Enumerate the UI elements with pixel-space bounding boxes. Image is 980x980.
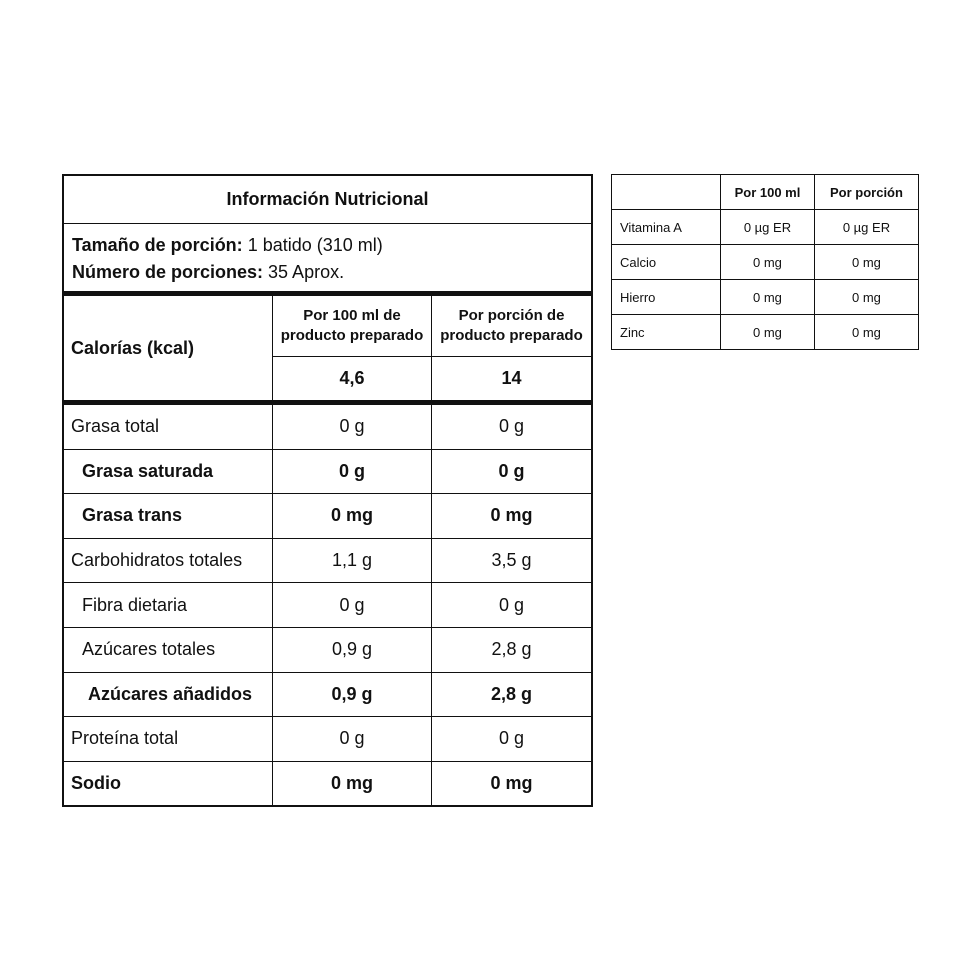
- nutrient-per-portion: 2,8 g: [490, 683, 533, 704]
- table-row: [64, 717, 591, 762]
- nutrient-name: Fibra dietaria: [64, 583, 273, 627]
- mineral-per-100ml: 0 µg ER: [721, 210, 815, 245]
- servings-count: Número de porciones: 35 Aprox.: [72, 262, 345, 282]
- nutrient-per-100ml: 0 g: [273, 583, 432, 627]
- nutrient-per-100ml: 0,9 g: [273, 673, 432, 717]
- mineral-per-portion: 0 mg: [814, 315, 918, 350]
- mineral-per-100ml: 0 mg: [721, 315, 815, 350]
- nutrient-name: Carbohidratos totales: [64, 539, 273, 583]
- nutrient-per-portion: 0 mg: [490, 505, 533, 526]
- mineral-name: Zinc: [612, 315, 721, 350]
- table-row: [612, 210, 919, 245]
- table-row: [612, 245, 919, 280]
- mineral-per-100ml: 0 mg: [721, 280, 815, 315]
- table-row: [64, 539, 591, 584]
- mineral-per-portion: 0 µg ER: [814, 210, 918, 245]
- table-row: [612, 315, 919, 350]
- table-row: [64, 494, 591, 539]
- nutrient-name: Proteína total: [64, 717, 273, 761]
- nutrient-name: Azúcares totales: [64, 628, 273, 672]
- nutrient-per-100ml: 0 mg: [273, 762, 432, 806]
- column-header-per-portion: Por porción: [814, 175, 918, 210]
- nutrient-name: Sodio: [64, 762, 273, 806]
- mineral-per-portion: 0 mg: [814, 245, 918, 280]
- nutrient-per-portion: 2,8 g: [491, 639, 532, 660]
- table-row: [64, 450, 591, 495]
- table-row: [64, 583, 591, 628]
- nutrient-per-100ml: 0 g: [273, 405, 432, 449]
- table-header-row: [612, 175, 919, 210]
- nutrient-per-100ml: 0 g: [273, 450, 432, 494]
- table-title: Información Nutricional: [64, 176, 591, 224]
- mineral-per-portion: 0 mg: [814, 280, 918, 315]
- mineral-name: Vitamina A: [612, 210, 721, 245]
- table-row: [64, 762, 591, 806]
- mineral-name: Hierro: [612, 280, 721, 315]
- nutrient-name: Azúcares añadidos: [64, 673, 273, 717]
- column-header-per-portion: Por porción de producto preparado: [432, 296, 591, 357]
- table-row: [612, 280, 919, 315]
- vitamins-minerals-table: [611, 174, 919, 350]
- table-row: [64, 405, 591, 450]
- nutrient-name: Grasa total: [64, 405, 273, 449]
- nutrient-per-100ml: 1,1 g: [273, 539, 432, 583]
- calories-per-100ml: 4,6: [273, 357, 432, 400]
- nutrient-name: Grasa trans: [64, 494, 273, 538]
- nutrient-per-portion: 0 mg: [490, 773, 533, 794]
- nutrient-per-100ml: 0 g: [273, 717, 432, 761]
- header-empty-cell: [612, 175, 721, 210]
- nutrient-per-portion: 0 g: [498, 594, 525, 615]
- nutrient-name: Grasa saturada: [64, 450, 273, 494]
- nutrient-per-portion: 0 g: [498, 416, 525, 437]
- nutrition-facts-table: [62, 174, 593, 807]
- column-header-per-100ml: Por 100 ml de producto preparado: [273, 296, 432, 357]
- nutrient-per-portion: 0 g: [498, 460, 525, 481]
- calories-per-portion: 14: [501, 368, 522, 388]
- nutrient-per-portion: 0 g: [498, 728, 525, 749]
- serving-size: Tamaño de porción: 1 batido (310 ml): [72, 235, 383, 255]
- mineral-name: Calcio: [612, 245, 721, 280]
- nutrient-per-100ml: 0 mg: [273, 494, 432, 538]
- calories-section: [64, 296, 591, 405]
- serving-info: [64, 224, 591, 296]
- column-header-per-100ml: Por 100 ml: [721, 175, 815, 210]
- nutrient-rows: [64, 405, 591, 805]
- table-row: [64, 673, 591, 718]
- table-row: [64, 628, 591, 673]
- mineral-per-100ml: 0 mg: [721, 245, 815, 280]
- calories-label: Calorías (kcal): [64, 296, 273, 400]
- nutrient-per-portion: 3,5 g: [491, 550, 532, 571]
- nutrient-per-100ml: 0,9 g: [273, 628, 432, 672]
